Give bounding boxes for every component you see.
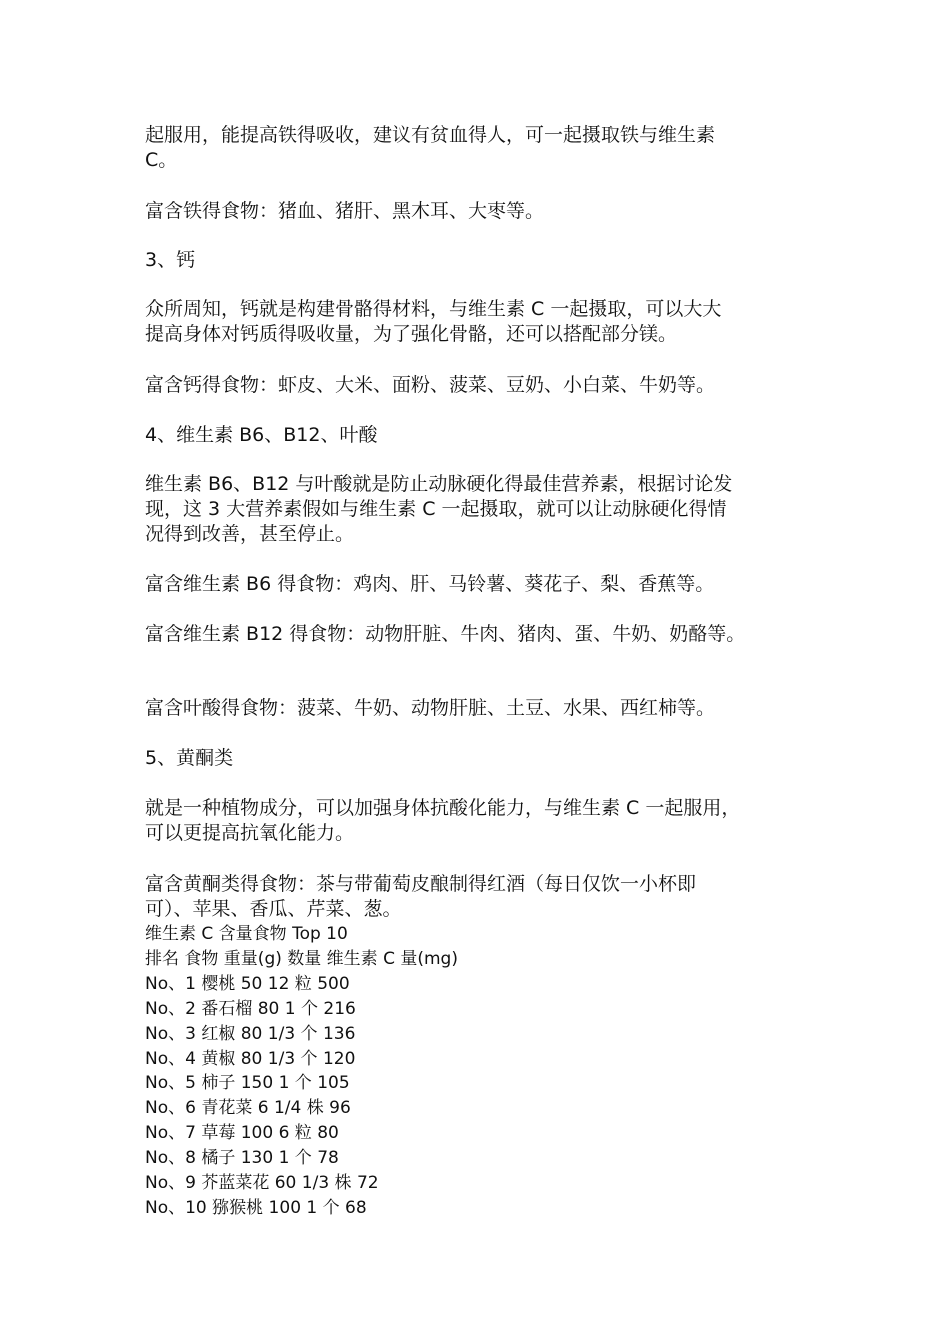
table-row: No、7 草莓 100 6 粒 80	[145, 1123, 339, 1144]
table-row: No、8 橘子 130 1 个 78	[145, 1148, 339, 1169]
table-header: 排名 食物 重量(g) 数量 维生素 C 量(mg)	[145, 948, 458, 969]
table-row: No、4 黄椒 80 1/3 个 120	[145, 1048, 356, 1069]
paragraph-calcium-foods	[145, 373, 825, 398]
text-line: 富含钙得食物：虾皮、大米、面粉、菠菜、豆奶、小白菜、牛奶等。	[145, 374, 716, 396]
table-row: No、10 猕猴桃 100 1 个 68	[145, 1197, 367, 1218]
table-title: 维生素 C 含量食物 Top 10	[145, 924, 348, 944]
section-heading: 3、钙	[145, 249, 196, 271]
text-line: 况得到改善，甚至停止。	[145, 523, 355, 545]
text-line: 提高身体对钙质得吸收量，为了强化骨骼，还可以搭配部分镁。	[145, 323, 678, 345]
paragraph-folate-foods	[145, 696, 825, 721]
heading-vitamin-b	[145, 423, 825, 448]
text-line: 起服用，能提高铁得吸收，建议有贫血得人，可一起摄取铁与维生素	[145, 124, 716, 146]
text-line: 富含维生素 B12 得食物：动物肝脏、牛肉、猪肉、蛋、牛奶、奶酪等。	[145, 623, 746, 645]
paragraph-iron-foods	[145, 199, 825, 224]
paragraph-vitamin-b-intro	[145, 472, 825, 547]
paragraph-iron-absorption	[145, 123, 825, 173]
table-row: No、1 樱桃 50 12 粒 500	[145, 973, 350, 994]
text-line: 众所周知，钙就是构建骨骼得材料，与维生素 C 一起摄取，可以大大	[145, 298, 722, 320]
vitamin-c-table	[145, 922, 805, 1221]
text-line: 富含铁得食物：猪血、猪肝、黑木耳、大枣等。	[145, 200, 545, 222]
text-line: 富含黄酮类得食物：茶与带葡萄皮酿制得红酒（每日仅饮一小杯即	[145, 873, 697, 895]
heading-calcium	[145, 248, 825, 273]
section-heading: 4、维生素 B6、B12、叶酸	[145, 424, 378, 446]
text-line: 富含叶酸得食物：菠菜、牛奶、动物肝脏、土豆、水果、西红柿等。	[145, 697, 716, 719]
table-row: No、9 芥蓝菜花 60 1/3 株 72	[145, 1173, 379, 1194]
text-line: C。	[145, 149, 178, 171]
paragraph-b12-foods	[145, 622, 825, 647]
section-heading: 5、黄酮类	[145, 747, 234, 769]
text-line: 就是一种植物成分，可以加强身体抗酸化能力，与维生素 C 一起服用，	[145, 797, 741, 819]
table-row: No、6 青花菜 6 1/4 株 96	[145, 1098, 351, 1119]
text-line: 现，这 3 大营养素假如与维生素 C 一起摄取，就可以让动脉硬化得情	[145, 498, 727, 520]
table-row: No、2 番石榴 80 1 个 216	[145, 998, 356, 1019]
table-row: No、5 柿子 150 1 个 105	[145, 1073, 350, 1094]
paragraph-b6-foods	[145, 572, 825, 597]
text-line: 富含维生素 B6 得食物：鸡肉、肝、马铃薯、葵花子、梨、香蕉等。	[145, 573, 715, 595]
heading-flavonoids	[145, 746, 825, 771]
text-line: 维生素 B6、B12 与叶酸就是防止动脉硬化得最佳营养素，根据讨论发	[145, 473, 733, 495]
table-row: No、3 红椒 80 1/3 个 136	[145, 1023, 356, 1044]
paragraph-flavonoids-foods	[145, 872, 825, 922]
paragraph-calcium-intro	[145, 297, 825, 347]
paragraph-flavonoids-intro	[145, 796, 825, 846]
text-line: 可以更提高抗氧化能力。	[145, 822, 355, 844]
text-line: 可）、苹果、香瓜、芹菜、葱。	[145, 898, 402, 920]
